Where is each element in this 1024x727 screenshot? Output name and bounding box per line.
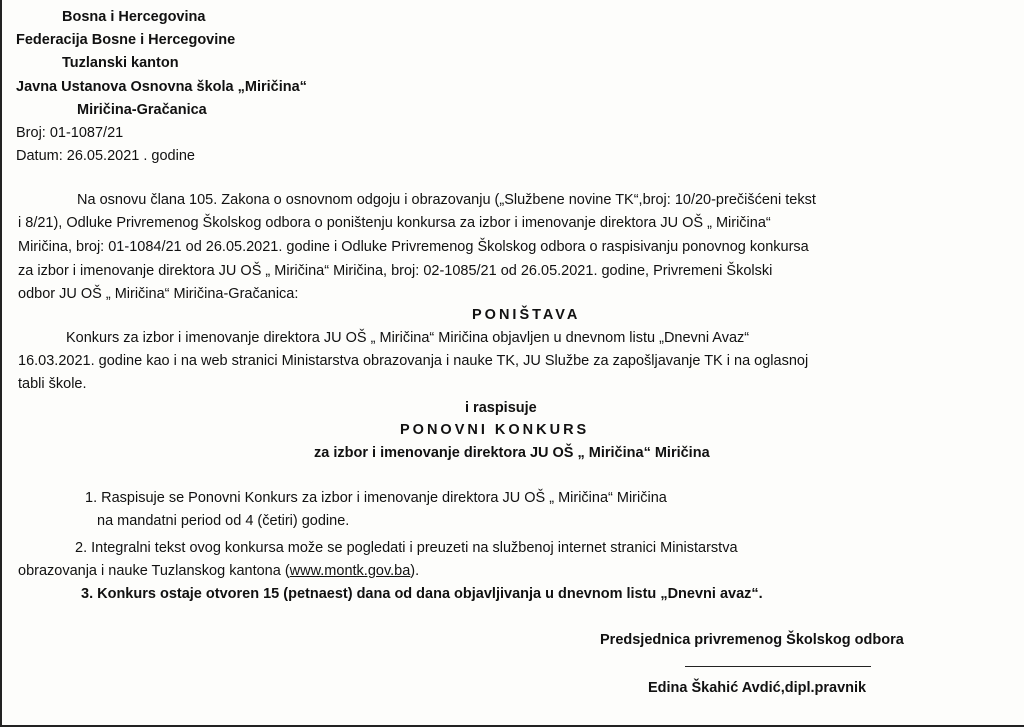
point-2-line-2 <box>18 562 419 580</box>
header-place: Miričina-Gračanica <box>77 102 207 118</box>
intro-line-2: i 8/21), Odluke Privremenog Školskog odbora o poništenju konkursa za izbor i imenovanje direktora JU OŠ „ Miričina“ <box>18 215 771 231</box>
point-2-line-1: 2. Integralni tekst ovog konkursa može se pogledati i preuzeti na službenoj internet stranici Ministarstva <box>75 540 738 556</box>
signature-line <box>685 666 871 667</box>
point-2-text-after-link: ). <box>410 563 420 579</box>
header-institution: Javna Ustanova Osnovna škola „Miričina“ <box>16 79 307 95</box>
header-canton: Tuzlanski kanton <box>62 55 179 71</box>
point-3: 3. Konkurs ostaje otvoren 15 (petnaest) dana od dana objavljivanja u dnevnom listu „Dnevni avaz“. <box>81 586 763 602</box>
point-1-line-2: na mandatni period od 4 (četiri) godine. <box>97 513 350 529</box>
signatory-name: Edina Škahić Avdić,dipl.pravnik <box>648 680 867 696</box>
annulment-line-1: Konkurs za izbor i imenovanje direktora JU OŠ „ Miričina“ Miričina objavljen u dnevnom listu „Dnevni Avaz“ <box>66 330 750 346</box>
competition-title: PONOVNI KONKURS <box>400 422 590 438</box>
document-date: Datum: 26.05.2021 . godine <box>16 148 195 164</box>
announces-label: i raspisuje <box>465 400 537 416</box>
annulment-line-3: tabli škole. <box>18 376 87 392</box>
intro-line-4: za izbor i imenovanje direktora JU OŠ „ Miričina“ Miričina, broj: 02-1085/21 od 26.05.2021. godine, Privremeni Školski <box>18 263 773 279</box>
competition-subtitle: za izbor i imenovanje direktora JU OŠ „ Miričina“ Miričina <box>314 445 710 461</box>
intro-line-3: Miričina, broj: 01-1084/21 od 26.05.2021. godine i Odluke Privremenog Školskog odbora o raspisivanju ponovnog konkursa <box>18 239 809 255</box>
annulment-line-2: 16.03.2021. godine kao i na web stranici Ministarstva obrazovanja i nauke TK, JU Službe za zapošljavanje TK i na oglasnoj <box>18 353 809 369</box>
intro-line-5: odbor JU OŠ „ Miričina“ Miričina-Gračanica: <box>18 286 299 302</box>
document-number: Broj: 01-1087/21 <box>16 125 124 141</box>
intro-line-1: Na osnovu člana 105. Zakona o osnovnom odgoju i obrazovanju („Službene novine TK“,broj: 10/20-prečišćeni tekst <box>77 192 816 208</box>
header-federation: Federacija Bosne i Hercegovine <box>16 32 236 48</box>
ministry-website-link[interactable]: www.montk.gov.ba <box>289 563 411 579</box>
header-country: Bosna i Hercegovina <box>62 9 206 25</box>
annulment-heading: PONIŠTAVA <box>472 307 581 323</box>
point-2-text-before-link: obrazovanja i nauke Tuzlanskog kantona ( <box>18 563 290 579</box>
signatory-role: Predsjednica privremenog Školskog odbora <box>600 632 904 648</box>
point-1-line-1: 1. Raspisuje se Ponovni Konkurs za izbor i imenovanje direktora JU OŠ „ Miričina“ Miričina <box>85 490 667 506</box>
